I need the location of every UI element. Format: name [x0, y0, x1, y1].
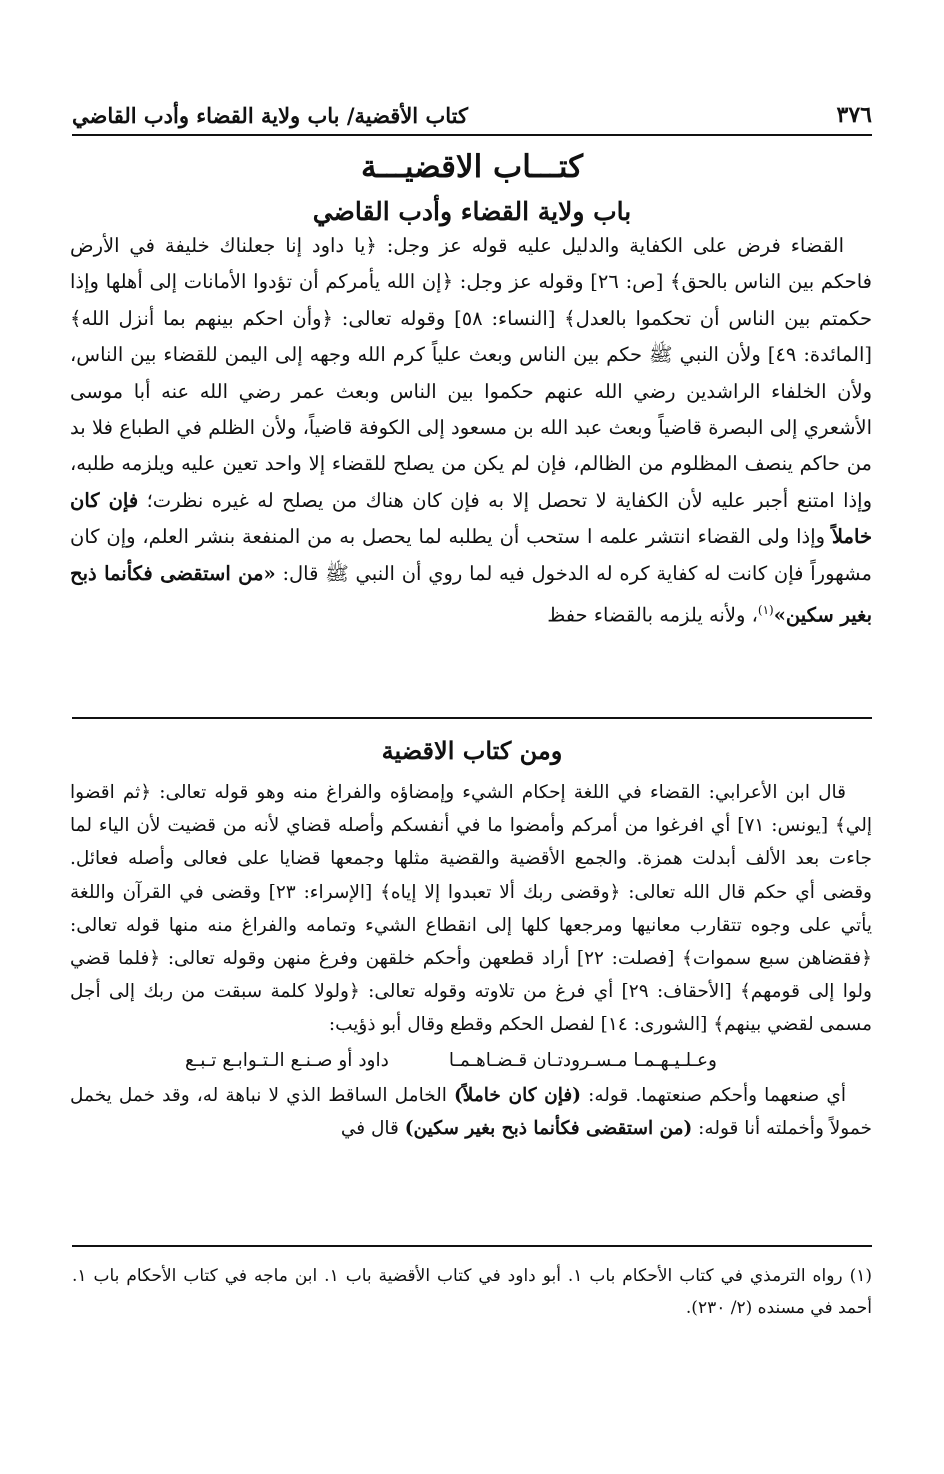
verse-second-hemistich: داود أو صـنـع الـتـوابـع تـبـع: [185, 1049, 389, 1071]
commentary-title: ومن كتاب الاقضية: [381, 736, 563, 765]
title-block: [72, 146, 872, 230]
main-text-part3: ، ولأنه يلزمه بالقضاء حفظ: [547, 603, 758, 627]
commentary-text-c: قال في: [340, 1118, 399, 1140]
commentary-text: [70, 776, 872, 1145]
page-header: [72, 88, 872, 136]
verse-first-hemistich: وعـلـيـهـمـا مـسـرودتـان قـضـاهـمـا: [448, 1049, 717, 1071]
commentary-paragraph-1: قال ابن الأعرابي: القضاء في اللغة إحكام الشيء وإمضاؤه والفراغ منه وهو قوله تعالى: ﴿ثم اقضوا إلي﴾ [يونس: ٧١] أي افرغوا من أمركم وأمضوا ما في أنفسكم وأصله قضاي لأنه من قضيت لأن الياء لما جاءت بعد الألف أبدلت همزة. والجمع الأقضية والقضية مثلها وجمعها قضايا على فعالى وأصله فعائل. وقضى أي حكم قال الله تعالى: ﴿وقضى ربك ألا تعبدوا إلا إياه﴾ [الإسراء: ٢٣] وقضى في القرآن واللغة يأتي على وجوه تتقارب معانيها ومرجعها كلها إلى انقطاع الشيء وتمامه والفراغ منه منها قوله تعالى: ﴿فقضاهن سبع سموات﴾ [فصلت: ٢٢] أراد قطعهن وأحكم خلقهن وفرغ منهن وقوله تعالى: ﴿فلما قضي ولوا إلى قومهم﴾ [الأحقاف: ٢٩] أي فرغ من تلاوته وقوله تعالى: ﴿ولولا كلمة سبقت من ربك إلى أجل مسمى لقضي بينهم﴾ [الشورى: ١٤] لفصل الحكم وقطع وقال أبو ذؤيب:: [70, 782, 872, 1036]
running-title: كتاب الأقضية/ باب ولاية القضاء وأدب القاضي: [72, 103, 468, 128]
main-text-part1: القضاء فرض على الكفاية والدليل عليه قوله عز وجل: ﴿يا داود إنا جعلناك خليفة في الأرض فاحكم بين الناس بالحق﴾ [ص: ٢٦] وقوله عز وجل: ﴿إن الله يأمركم أن تؤدوا الأمانات إلى أهلها وإذا حكمتم بين الناس أن تحكموا بالعدل﴾ [النساء: ٥٨] وقوله تعالى: ﴿وأن احكم بينهم بما أنزل الله﴾ [المائدة: ٤٩] ولأن النبي ﷺ حكم بين الناس وبعث علياً كرم الله وجهه إلى اليمن للقضاء بين الناس، ولأن الخلفاء الراشدين رضي الله عنهم حكموا بين الناس وبعث عمر رضي الله عنه أبا موسى الأشعري إلى البصرة قاضياً وبعث عبد الله بن مسعود إلى الكوفة قاضياً، ولأن الظلم في الطباع فلا بد من حاكم ينصف المظلوم من الظالم، فإن لم يكن من يصلح للقضاء إلا واحد تعين عليه ويلزمه طلبه، وإذا امتنع أجبر عليه لأن الكفاية لا تحصل إلا به فإن كان هناك من يصلح له غيره نظرت؛: [70, 234, 873, 512]
main-text: [70, 228, 872, 634]
footnotes: [72, 1260, 872, 1324]
commentary-text-b: الخامل الساقط الذي لا نباهة له، وقد خمل يخمل خمولاً وأخملته أنا قوله:: [70, 1084, 872, 1140]
main-bold-phrase: فإن كان خاملاً: [70, 488, 872, 549]
main-text-part2: وإذا ولى القضاء انتشر علمه ا ستحب أن يطلبه لما يحصل به من المنفعة بنشر العلم، وإن كان مشهوراً فإن كانت له كفاية كره له الدخول فيه لما روي أن النبي ﷺ قال:: [70, 525, 873, 585]
book-title: كتـــاب الاقضيـــة: [361, 149, 583, 185]
page-number: ٣٧٦: [836, 102, 872, 128]
chapter-title: باب ولاية القضاء وأدب القاضي: [312, 197, 632, 226]
footnote-marker: (١): [757, 603, 774, 618]
poetry-verse: [70, 1042, 872, 1079]
commentary-paragraph-2: [70, 1079, 872, 1145]
commentary-bold-1: (فإن كان خاملاً): [454, 1084, 581, 1106]
commentary-text-a: أي صنعهما وأحكم صنعتهما. قوله:: [588, 1084, 846, 1106]
footnote-divider: [72, 1245, 872, 1247]
hadith-quote: «من استقضى فكأنما ذبح بغير سكين»: [70, 561, 872, 627]
section-divider: [72, 717, 872, 719]
main-paragraph: [70, 228, 872, 634]
commentary-bold-2: (من استقضى فكأنما ذبح بغير سكين): [404, 1118, 693, 1140]
footnote-1: (١) رواه الترمذي في كتاب الأحكام باب ١. أبو داود في كتاب الأقضية باب ١. ابن ماجه في كتاب الأحكام باب ١. أحمد في مسنده (٢/ ٢٣٠).: [72, 1266, 872, 1318]
